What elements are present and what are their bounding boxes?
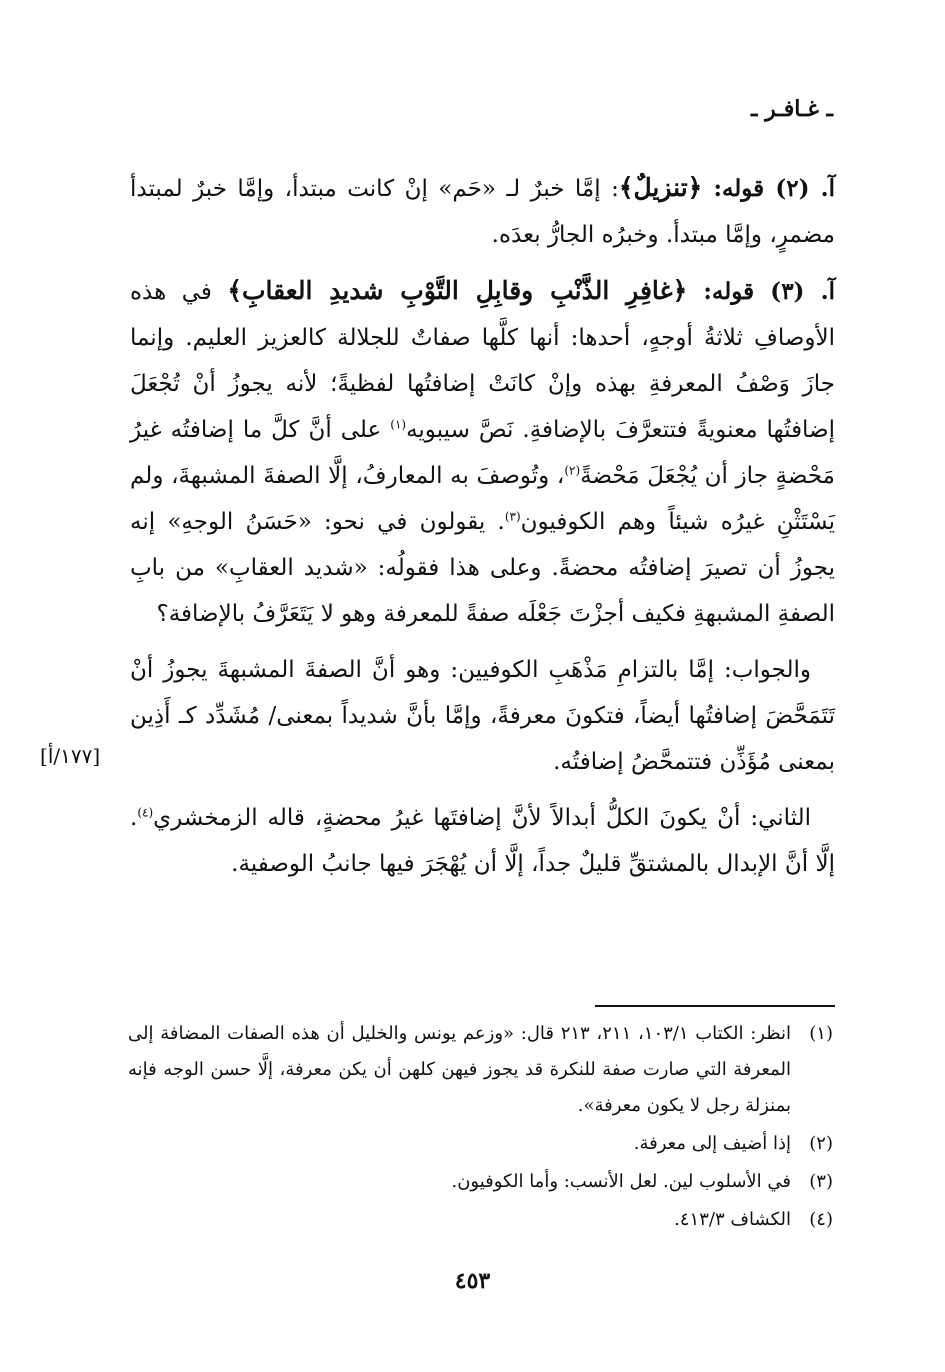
paragraph-text: في هذه الأوصافِ ثلاثةُ أوجهٍ، أحدها: أنها كلَّها صفاتٌ للجلالة كالعزيز العليم. وإنما جازَ وَصْفُ المعرفةِ بهذه وإنْ كانَتْ إضافتُها لفظيةً؛ لأنه يجوزُ أنْ تُجْعَلَ إضافتُها معنويةً فتتعرَّفَ بالإضافةِ. نَصَّ سيبويه (130, 279, 835, 443)
footnote-number: (٤) (809, 1209, 833, 1230)
verse-reference: آ. (٣) قوله: (687, 278, 835, 305)
footnote-number: (١) (809, 1023, 833, 1044)
footnote-text: انظر: الكتاب ١٠٣/١، ٢١١، ٢١٣ قال: «وزعم يونس والخليل أن هذه الصفات المضافة إلى المعرفة التي صارت صفة للنكرة قد يجوز فيهن كلهن أن يكن معرفة، إلَّا حسن الوجه فإنه بمنزلة رجل لا يكون معرفة». (128, 1023, 791, 1116)
footnote-ref[interactable]: (٣) (504, 509, 521, 524)
paragraph-verse-2 (130, 165, 835, 258)
paragraph-text: : إمَّا خبرٌ لـ «حَم» إنْ كانت مبتدأ، وإمَّا خبرٌ لمبتدأ مضمرٍ، وإمَّا مبتدأ. وخبرُه الجارُّ بعدَه. (130, 176, 835, 248)
footnote-text: إذا أضيف إلى معرفة. (633, 1133, 791, 1154)
paragraph-second-view (130, 795, 835, 887)
paragraph-verse-3 (130, 268, 835, 637)
paragraph-text: الثاني: أنْ يكونَ الكلُّ أبدالاً لأنَّ إضافتَها غيرُ محضةٍ، قاله الزمخشري (153, 805, 811, 831)
main-text (130, 165, 835, 897)
running-header: ـ غـافـر ـ (751, 96, 833, 122)
verse-reference: آ. (٢) قوله: (702, 175, 835, 202)
manuscript-folio-marker: [١٧٧/أ] (40, 744, 101, 768)
quran-quote: ﴿غافِرِ الذَّنْبِ وقابِلِ التَّوْبِ شديدِ العقابِ﴾ (227, 276, 688, 305)
footnote-item (128, 1164, 833, 1200)
footnote-number: (٢) (809, 1133, 833, 1154)
footnote-ref[interactable]: (١) (390, 417, 407, 432)
footnote-text: الكشاف ٤١٣/٣. (674, 1209, 791, 1230)
paragraph-text: ، وتُوصفَ به المعارفُ، إلَّا الصفةَ المشبهةَ، ولم يَسْتَثْنِ غيرُه شيئاً وهم الكوفيون (130, 463, 835, 535)
page-number: ٤٥٣ (454, 1268, 491, 1294)
footnote-item (128, 1126, 833, 1162)
paragraph-text: . يقولون في نحو: «حَسَنُ الوجهِ» إنه يجوزُ أن تصيرَ إضافتُه محضةً. وعلى هذا فقولُه: «شديد العقابِ» من بابِ الصفةِ المشبهةِ فكيف أجزْتَ جَعْلَه صفةً للمعرفة وهو لا يَتَعَرَّفُ بالإضافة؟ (130, 509, 835, 627)
footnotes (128, 1016, 833, 1240)
footnote-text: في الأسلوب لين. لعل الأنسب: وأما الكوفيون. (451, 1171, 791, 1192)
paragraph-text: والجواب: إمَّا بالتزامِ مَذْهَبِ الكوفيين: وهو أنَّ الصفةَ المشبهةَ يجوزُ أنْ تَتَمَحَّضَ إضافتُها أيضاً، فتكونَ معرفةً، وإمَّا بأنَّ شديداً بمعنى/ مُشَدِّد كـ أَذِين بمعنى مُؤَذِّن فتتمحَّضُ إضافتُه. (130, 657, 835, 775)
footnote-number: (٣) (809, 1171, 833, 1192)
footnote-item (128, 1016, 833, 1124)
footnote-divider (595, 1005, 835, 1007)
footnote-ref[interactable]: (٢) (564, 463, 581, 478)
paragraph-answer (130, 647, 835, 785)
footnote-item (128, 1202, 833, 1238)
paragraph-text: . إلَّا أنَّ الإبدال بالمشتقِّ قليلٌ جداً، إلَّا أن يُهْجَرَ فيها جانبُ الوصفية. (130, 805, 835, 877)
paragraph-text: على أنَّ كلَّ ما إضافتُه غيرُ مَحْضةٍ جاز أن يُجْعَلَ مَحْضةً (130, 417, 835, 489)
footnote-ref[interactable]: (٤) (137, 805, 154, 820)
quran-quote: ﴿تنزيلٌ﴾ (618, 173, 703, 202)
